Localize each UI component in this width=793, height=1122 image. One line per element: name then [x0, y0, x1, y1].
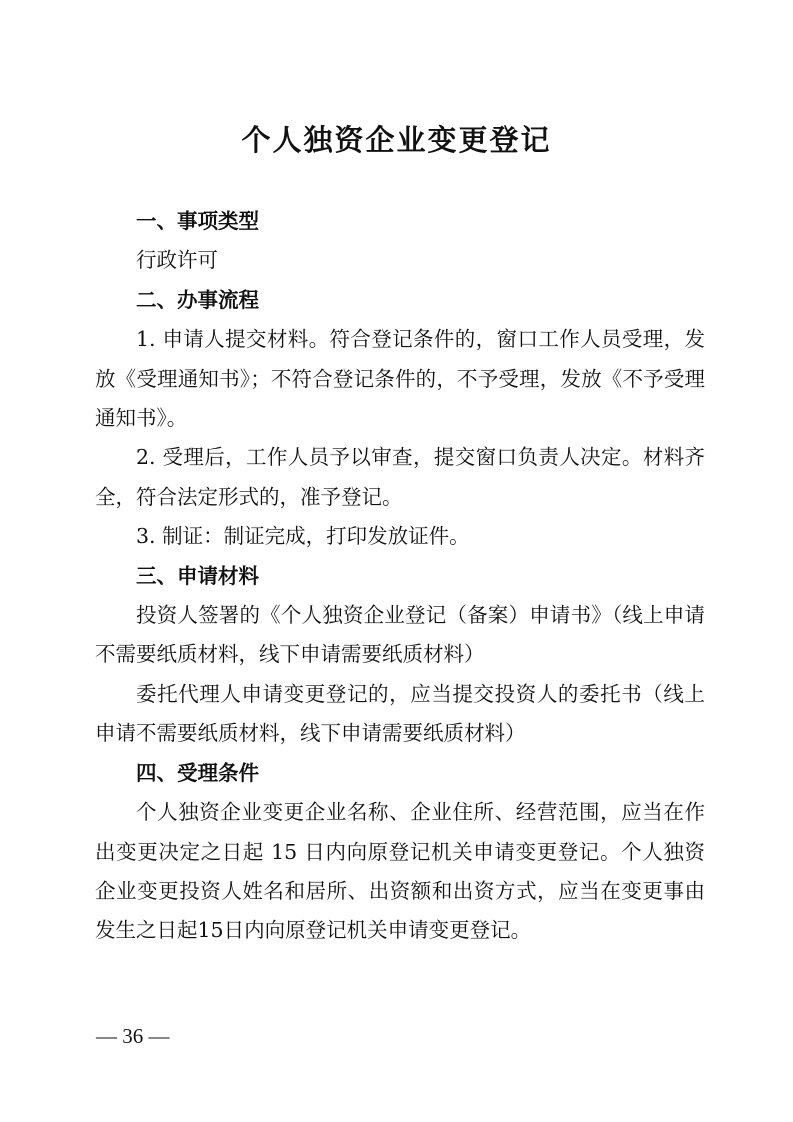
paragraph: 2. 受理后，工作人员予以审查，提交窗口负责人决定。材料齐全，符合法定形式的，准予登记。 — [95, 445, 705, 509]
paragraph: 投资人签署的《个人独资企业登记（备案）申请书》（线上申请不需要纸质材料，线下申请需要纸质材料） — [95, 603, 705, 667]
section-heading: 一、事项类型 — [136, 209, 259, 233]
paragraph: 个人独资企业变更企业名称、企业住所、经营范围，应当在作出变更决定之日起 15 日内向原登记机关申请变更登记。个人独资企业变更投资人姓名和居所、出资额和出资方式，应当在变更事由发生之日起15日内向原登记机关申请变更登记。 — [95, 800, 705, 943]
page-number: — 36 — — [96, 1024, 170, 1048]
paragraph: 委托代理人申请变更登记的，应当提交投资人的委托书（线上申请不需要纸质材料，线下申请需要纸质材料） — [95, 681, 705, 746]
document-title: 个人独资企业变更登记 — [241, 123, 552, 157]
document-body — [95, 202, 705, 951]
section-conditions — [95, 754, 705, 951]
paragraph: 行政许可 — [136, 248, 218, 273]
section-item-type — [95, 202, 705, 281]
paragraph: 3. 制证：制证完成，打印发放证件。 — [136, 524, 470, 549]
section-heading: 三、申请材料 — [136, 563, 259, 588]
section-heading: 二、办事流程 — [136, 287, 259, 312]
section-materials — [95, 557, 705, 754]
section-process — [95, 281, 705, 557]
paragraph: 1. 申请人提交材料。符合登记条件的，窗口工作人员受理，发放《受理通知书》；不符合登记条件的，不予受理，发放《不予受理通知书》。 — [95, 327, 705, 431]
section-heading: 四、受理条件 — [136, 760, 259, 785]
